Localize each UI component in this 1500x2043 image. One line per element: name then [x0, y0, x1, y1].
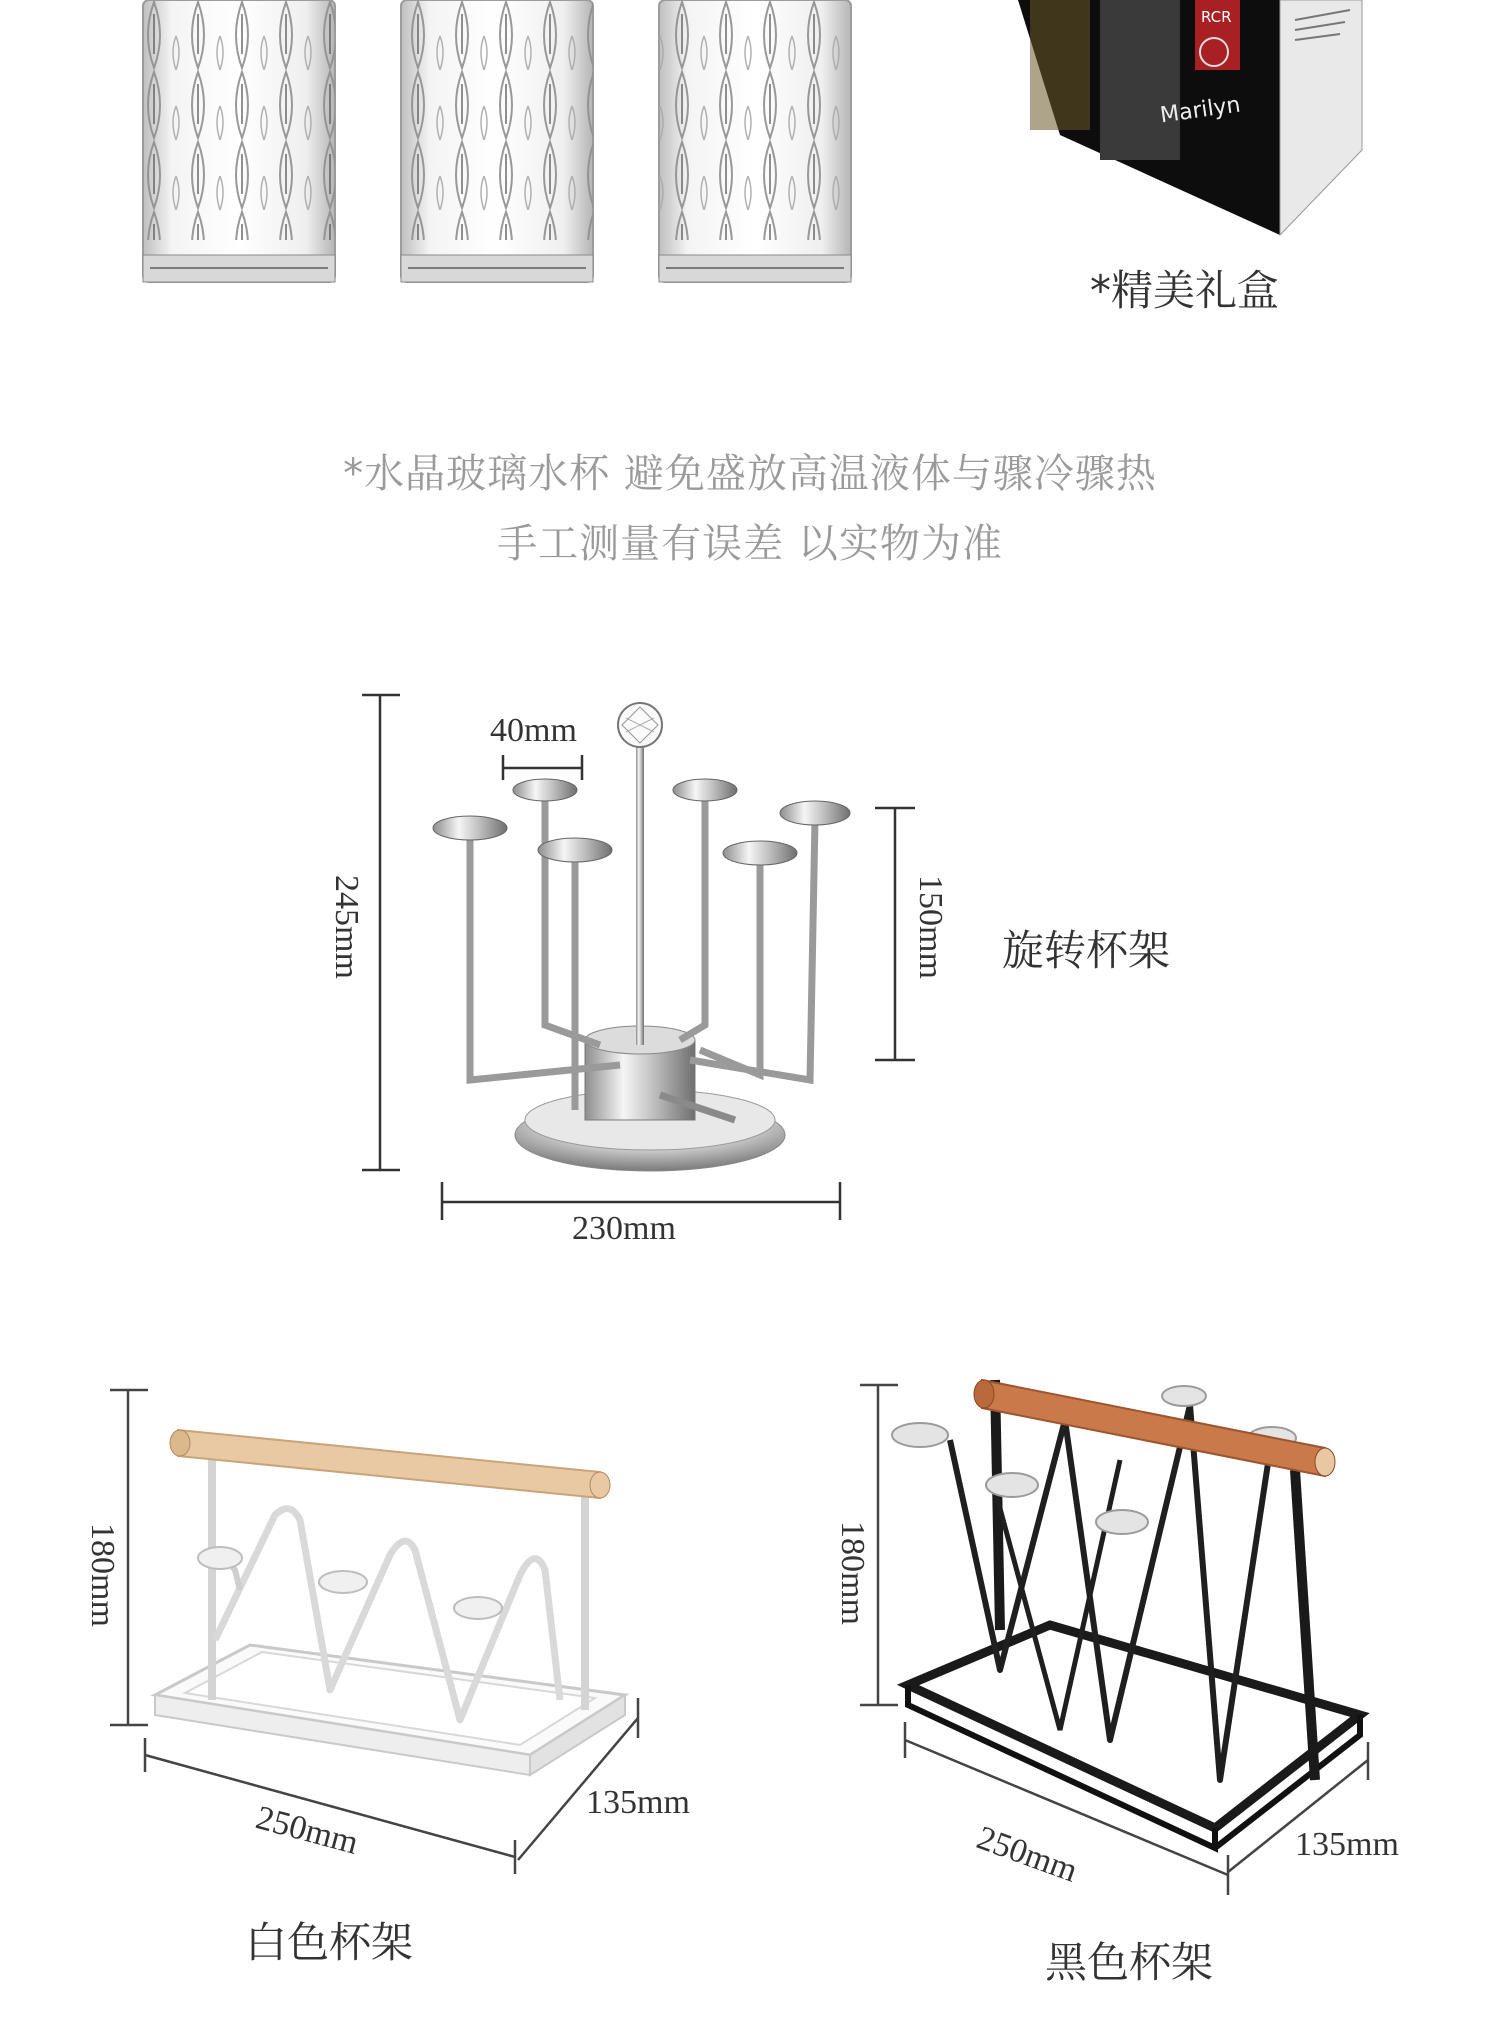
rotating-rack-caption: 旋转杯架 — [1002, 926, 1171, 975]
notice-line-2: 手工测量有误差 以实物为准 — [497, 521, 1003, 567]
black-rack-depth-dimension: 135mm — [1295, 1826, 1399, 1863]
notice-line-1: *水晶玻璃水杯 避免盛放高温液体与骤冷骤热 — [343, 451, 1157, 497]
white-rack-caption: 白色杯架 — [245, 1918, 414, 1967]
rotating-rack-arm-height-dimension: 150mm — [911, 875, 949, 979]
black-rack-height-dimension: 180mm — [833, 1521, 871, 1625]
gift-box-brand-text: Marilyn — [1158, 92, 1243, 129]
white-rack-length-dimension: 250mm — [252, 1799, 363, 1862]
black-rack-caption: 黑色杯架 — [1045, 1938, 1214, 1987]
gift-box-illustration — [0, 0, 1500, 260]
black-rack-length-dimension: 250mm — [971, 1819, 1083, 1890]
rotating-rack-illustration — [0, 680, 1500, 1280]
white-rack-depth-dimension: 135mm — [586, 1784, 690, 1821]
rotating-rack-cup-pad-dimension: 40mm — [490, 712, 577, 749]
rotating-rack-total-height-dimension: 245mm — [327, 875, 365, 979]
rotating-rack-width-dimension: 230mm — [572, 1210, 676, 1247]
gift-box-caption: *精美礼盒 — [1090, 266, 1280, 315]
white-rack-height-dimension: 180mm — [83, 1523, 121, 1627]
gift-box-logo-text: RCR — [1201, 8, 1232, 26]
